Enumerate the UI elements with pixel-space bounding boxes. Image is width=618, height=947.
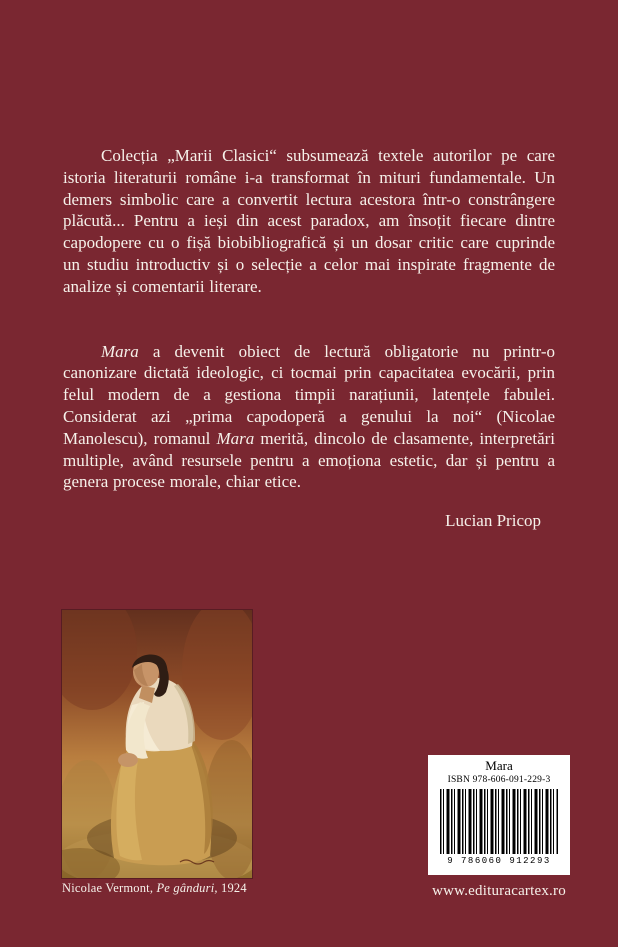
painting-caption: [62, 881, 247, 896]
ean-number: 9 786060 912293: [447, 856, 551, 866]
barcode-panel: [428, 755, 570, 875]
painting-pe-ganduri: [62, 610, 252, 878]
caption-artist: Nicolae Vermont,: [62, 881, 157, 895]
book-title-inline: Mara: [101, 341, 139, 361]
barcode-bars: [440, 789, 558, 854]
paragraph-collection-intro: Colecția „Marii Clasici“ subsumează textele autorilor pe care istoria literaturii române i-a transformat în mituri fundamentale. Un demers simbolic care a convertit lectura acestora într-o constrângere plăcută... Pentru a ieși din acest paradox, am însoțit fiecare dintre capodopere cu o fișă biobibliografică și un dosar critic care cuprinde un studiu introductiv și o selecție a celor mai inspirate fragmente de analize și comentarii literare.: [63, 146, 555, 296]
caption-year: 1924: [217, 881, 247, 895]
caption-title: Pe gânduri,: [156, 881, 218, 895]
author-signature: Lucian Pricop: [445, 511, 541, 531]
book-title-inline: Mara: [216, 428, 255, 448]
painting-image: [62, 610, 252, 878]
blurb-text-block: [63, 145, 555, 531]
barcode-book-title: Mara: [485, 758, 513, 773]
publisher-website-url: www.edituracartex.ro: [432, 883, 566, 899]
blurb-text-segment: a devenit obiect de lectură obligatorie nu printr-o canonizare dictată ideologic, ci tocmai prin capacitatea evocării, prin felul modern de a gestiona timpii narațiunii, latențele fabulei. Considerat azi „prima capodoperă a genului la noi“ (Nicolae Manolescu), romanul: [63, 341, 555, 448]
blurb-text-segment: merită, dincolo de clasamente, interpretări multiple, având resursele pentru a emoționa estetic, dar și pentru a genera procese morale, chiar etice.: [63, 428, 556, 492]
paragraph-mara-review: [63, 341, 555, 494]
isbn-text: ISBN 978-606-091-229-3: [447, 775, 551, 785]
